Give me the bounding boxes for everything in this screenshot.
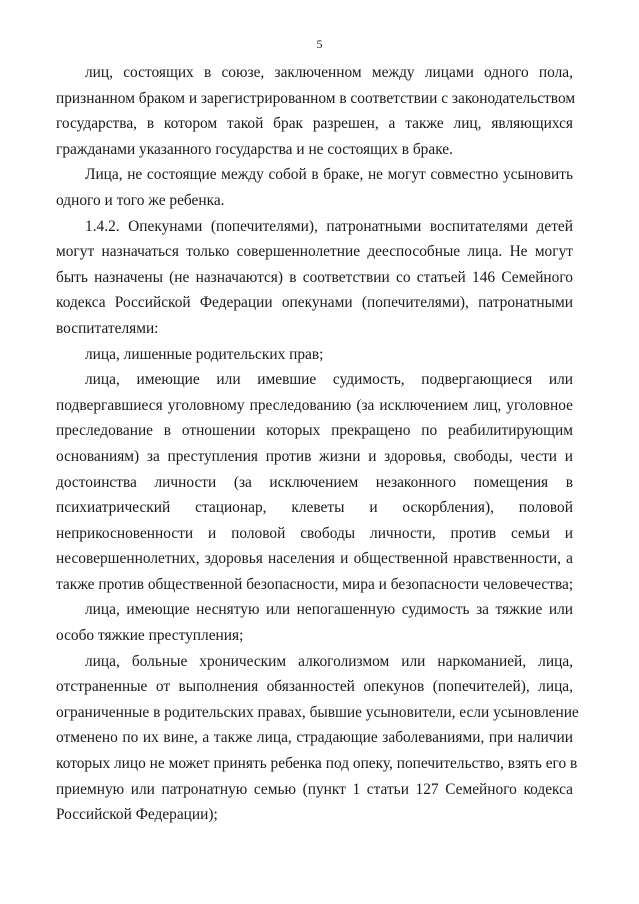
text-line: воспитателями: xyxy=(56,319,159,337)
text-line: психиатрический стационар, клеветы и оскорбления), половой xyxy=(56,499,573,517)
text-line: кодекса Российской Федерации опекунами (попечителями), патронатными xyxy=(56,294,573,312)
text-line: ограниченные в родительских правах, бывшие усыновители, если усыновление xyxy=(56,703,579,721)
text-line: одного и того же ребенка. xyxy=(56,191,225,209)
text-line: лица, больные хроническим алкоголизмом или наркоманией, лица, xyxy=(85,652,573,670)
text-line: также против общественной безопасности, мира и безопасности человечества; xyxy=(56,575,574,593)
text-line: преследование в отношении которых прекращено по реабилитирующим xyxy=(56,422,573,440)
text-line: признанном браком и зарегистрированном в соответствии с законодательством xyxy=(56,89,576,107)
text-line: 1.4.2. Опекунами (попечителями), патронатными воспитателями детей xyxy=(85,217,573,235)
text-line: отменено по их вине, а также лица, страдающие заболеваниями, при наличии xyxy=(56,729,573,747)
page-number: 5 xyxy=(316,37,323,51)
text-line: лица, лишенные родительских прав; xyxy=(85,345,324,363)
text-line: неприкосновенности и половой свободы личности, против семьи и xyxy=(56,524,573,542)
document-body xyxy=(56,60,579,828)
text-line: достоинства личности (за исключением незаконного помещения в xyxy=(56,473,573,491)
text-line: приемную или патронатную семью (пункт 1 статьи 127 Семейного кодекса xyxy=(56,780,573,798)
text-line: которых лицо не может принять ребенка под опеку, попечительство, взять его в xyxy=(56,755,578,773)
text-line: лиц, состоящих в союзе, заключенном между лицами одного пола, xyxy=(85,64,573,81)
text-line: гражданами указанного государства и не состоящих в браке. xyxy=(56,140,453,158)
text-line: государства, в котором такой брак разрешен, а также лиц, являющихся xyxy=(56,115,573,133)
text-line: лица, имеющие неснятую или непогашенную судимость за тяжкие или xyxy=(85,601,573,619)
text-line: несовершеннолетних, здоровья населения и общественной нравственности, а xyxy=(56,550,573,568)
text-line: могут назначаться только совершеннолетние дееспособные лица. Не могут xyxy=(56,243,573,261)
text-line: основаниям) за преступления против жизни и здоровья, свободы, чести и xyxy=(56,447,573,465)
text-line: особо тяжкие преступления; xyxy=(56,627,244,645)
text-line: лица, имеющие или имевшие судимость, подвергающиеся или xyxy=(85,371,573,389)
text-line: подвергавшиеся уголовному преследованию (за исключением лиц, уголовное xyxy=(56,396,573,414)
text-line: Лица, не состоящие между собой в браке, не могут совместно усыновить xyxy=(85,166,573,184)
text-line: быть назначены (не назначаются) в соответствии со статьей 146 Семейного xyxy=(56,268,573,286)
text-line: Российской Федерации); xyxy=(56,806,218,824)
text-line: отстраненные от выполнения обязанностей опекунов (попечителей), лица, xyxy=(56,678,573,696)
